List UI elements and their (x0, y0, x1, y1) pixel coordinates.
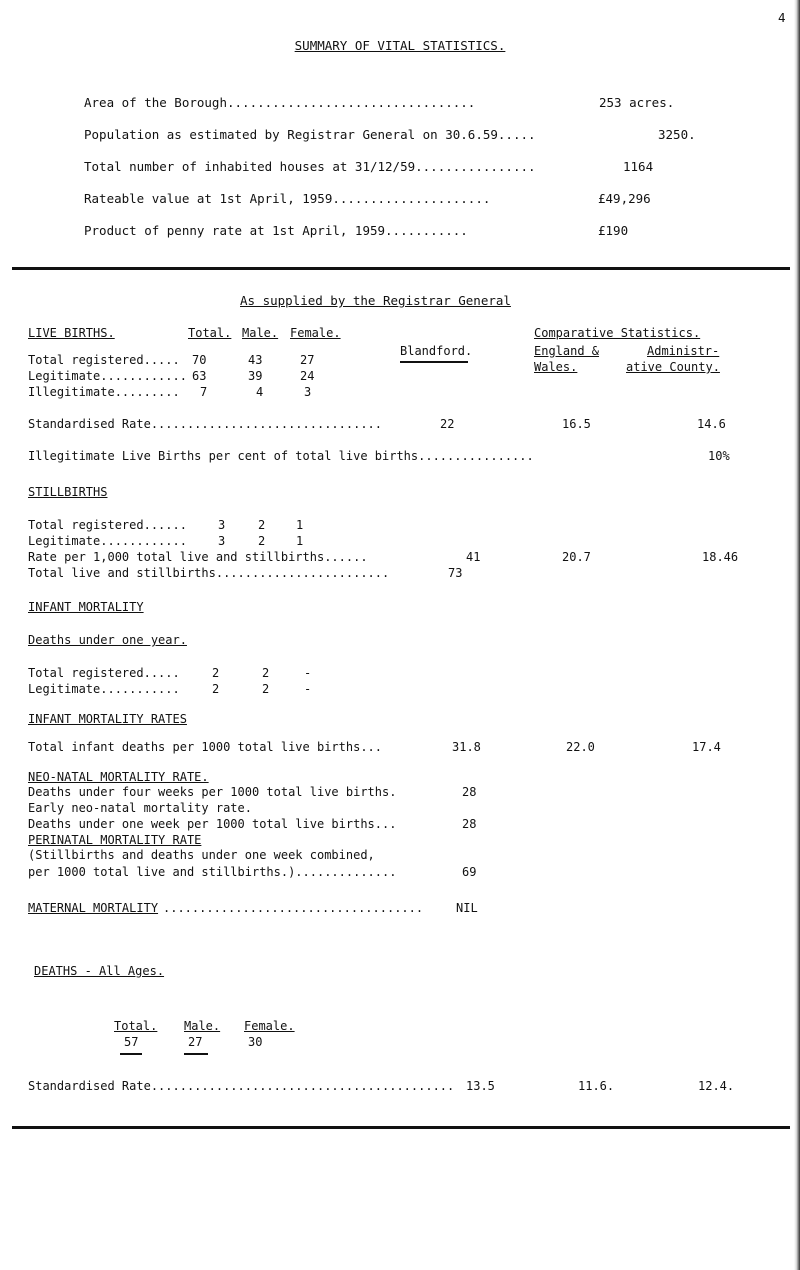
live-legitimate-value: 63 (192, 369, 207, 383)
still-rate-label: Rate per 1,000 total live and stillbirths...... (28, 550, 368, 564)
neonatal-line3: Deaths under one week per 1000 total live births... (28, 817, 397, 831)
still-legitimate-value: 3 (218, 534, 226, 548)
stillbirths-heading: STILLBIRTHS (28, 485, 108, 499)
live-total-label: Total registered..... (28, 353, 180, 367)
deaths-male-header: Male. (184, 1019, 221, 1033)
neonatal-heading: NEO-NATAL MORTALITY RATE. (28, 770, 209, 784)
section-divider (12, 267, 790, 270)
maternal-value: NIL (456, 901, 478, 915)
still-legitimate-label: Legitimate............ (28, 534, 187, 548)
infant-rates-heading: INFANT MORTALITY RATES (28, 712, 187, 726)
page-title: SUMMARY OF VITAL STATISTICS. (294, 38, 506, 53)
still-rate-blandford: 41 (466, 550, 481, 564)
deaths-female-header: Female. (244, 1019, 295, 1033)
england-header-1: England & (534, 344, 600, 358)
illegitimate-pct-label: Illegitimate Live Births per cent of total live births................ (28, 449, 534, 463)
deaths-total-value: 57 (124, 1035, 139, 1049)
summary-penny-rate-label: Product of penny rate at 1st April, 1959........... (84, 223, 468, 238)
summary-penny-rate-value: £190 (598, 223, 629, 238)
summary-population-value: 3250. (658, 127, 696, 142)
deaths-total-underline (120, 1053, 142, 1055)
deaths-standardised-blandford: 13.5 (466, 1079, 495, 1093)
live-births-heading: LIVE BIRTHS. (28, 326, 115, 340)
live-illegitimate-male: 4 (256, 385, 264, 399)
deaths-heading: DEATHS - All Ages. (34, 964, 165, 978)
infant-rates-england: 22.0 (566, 740, 595, 754)
illegitimate-pct-value: 10% (708, 449, 730, 463)
male-column-header: Male. (242, 326, 279, 340)
neonatal-line2: Early neo-natal mortality rate. (28, 801, 252, 815)
live-total-value: 70 (192, 353, 207, 367)
still-total-value: 3 (218, 518, 226, 532)
summary-area-value: 253 acres. (599, 95, 675, 110)
neonatal-line1: Deaths under four weeks per 1000 total live births. (28, 785, 397, 799)
deaths-standardised-label: Standardised Rate.......................................... (28, 1079, 455, 1093)
maternal-dots: .................................... (163, 901, 424, 915)
live-illegitimate-label: Illegitimate......... (28, 385, 180, 399)
infant-legitimate-female: - (304, 682, 312, 696)
summary-houses-label: Total number of inhabited houses at 31/12/59................ (84, 159, 536, 174)
deaths-male-underline (184, 1053, 208, 1055)
county-header-2: ative County. (626, 360, 720, 374)
still-total-female: 1 (296, 518, 304, 532)
still-total-births-value: 73 (448, 566, 463, 580)
live-legitimate-label: Legitimate............ (28, 369, 187, 383)
summary-houses-value: 1164 (623, 159, 654, 174)
still-rate-county: 18.46 (702, 550, 739, 564)
summary-rateable-label: Rateable value at 1st April, 1959..................... (84, 191, 491, 206)
infant-total-label: Total registered..... (28, 666, 180, 680)
infant-legitimate-value: 2 (212, 682, 220, 696)
births-standardised-blandford: 22 (440, 417, 455, 431)
perinatal-value: 69 (462, 865, 477, 879)
still-legitimate-male: 2 (258, 534, 266, 548)
infant-rates-blandford: 31.8 (452, 740, 481, 754)
live-legitimate-male: 39 (248, 369, 263, 383)
live-total-female: 27 (300, 353, 315, 367)
england-header-2: Wales. (534, 360, 578, 374)
registrar-note: As supplied by the Registrar General (240, 293, 511, 308)
still-rate-england: 20.7 (562, 550, 591, 564)
live-illegitimate-female: 3 (304, 385, 312, 399)
live-total-male: 43 (248, 353, 263, 367)
infant-deaths-subheading: Deaths under one year. (28, 633, 187, 647)
neonatal-value3: 28 (462, 817, 477, 831)
infant-total-female: - (304, 666, 312, 680)
comparative-header: Comparative Statistics. (534, 326, 701, 340)
births-standardised-label: Standardised Rate................................ (28, 417, 383, 431)
perinatal-heading: PERINATAL MORTALITY RATE (28, 833, 202, 847)
summary-area-label: Area of the Borough................................. (84, 95, 476, 110)
infant-legitimate-label: Legitimate........... (28, 682, 180, 696)
county-header-1: Administr- (647, 344, 720, 358)
deaths-total-header: Total. (114, 1019, 158, 1033)
deaths-female-value: 30 (248, 1035, 263, 1049)
deaths-male-value: 27 (188, 1035, 203, 1049)
summary-rateable-value: £49,296 (598, 191, 651, 206)
bottom-divider (12, 1126, 790, 1129)
maternal-label: MATERNAL MORTALITY (28, 901, 159, 915)
infant-total-value: 2 (212, 666, 220, 680)
infant-rates-label: Total infant deaths per 1000 total live births... (28, 740, 383, 754)
infant-legitimate-male: 2 (262, 682, 270, 696)
page-number: 4 (778, 10, 786, 25)
live-legitimate-female: 24 (300, 369, 315, 383)
live-illegitimate-value: 7 (200, 385, 208, 399)
still-total-label: Total registered...... (28, 518, 187, 532)
total-column-header: Total. (188, 326, 232, 340)
female-column-header: Female. (290, 326, 341, 340)
blandford-underline (400, 361, 468, 363)
neonatal-value1: 28 (462, 785, 477, 799)
deaths-standardised-county: 12.4. (698, 1079, 735, 1093)
infant-total-male: 2 (262, 666, 270, 680)
infant-mortality-heading: INFANT MORTALITY (28, 600, 144, 614)
infant-rates-county: 17.4 (692, 740, 721, 754)
still-total-births-label: Total live and stillbirths........................ (28, 566, 390, 580)
perinatal-line2: per 1000 total live and stillbirths.).............. (28, 865, 397, 879)
blandford-header: Blandford. (400, 344, 473, 358)
still-legitimate-female: 1 (296, 534, 304, 548)
births-standardised-england: 16.5 (562, 417, 591, 431)
perinatal-line1: (Stillbirths and deaths under one week combined, (28, 848, 375, 862)
deaths-standardised-england: 11.6. (578, 1079, 615, 1093)
births-standardised-county: 14.6 (697, 417, 726, 431)
scan-edge (794, 0, 800, 1270)
summary-population-label: Population as estimated by Registrar General on 30.6.59..... (84, 127, 536, 142)
still-total-male: 2 (258, 518, 266, 532)
